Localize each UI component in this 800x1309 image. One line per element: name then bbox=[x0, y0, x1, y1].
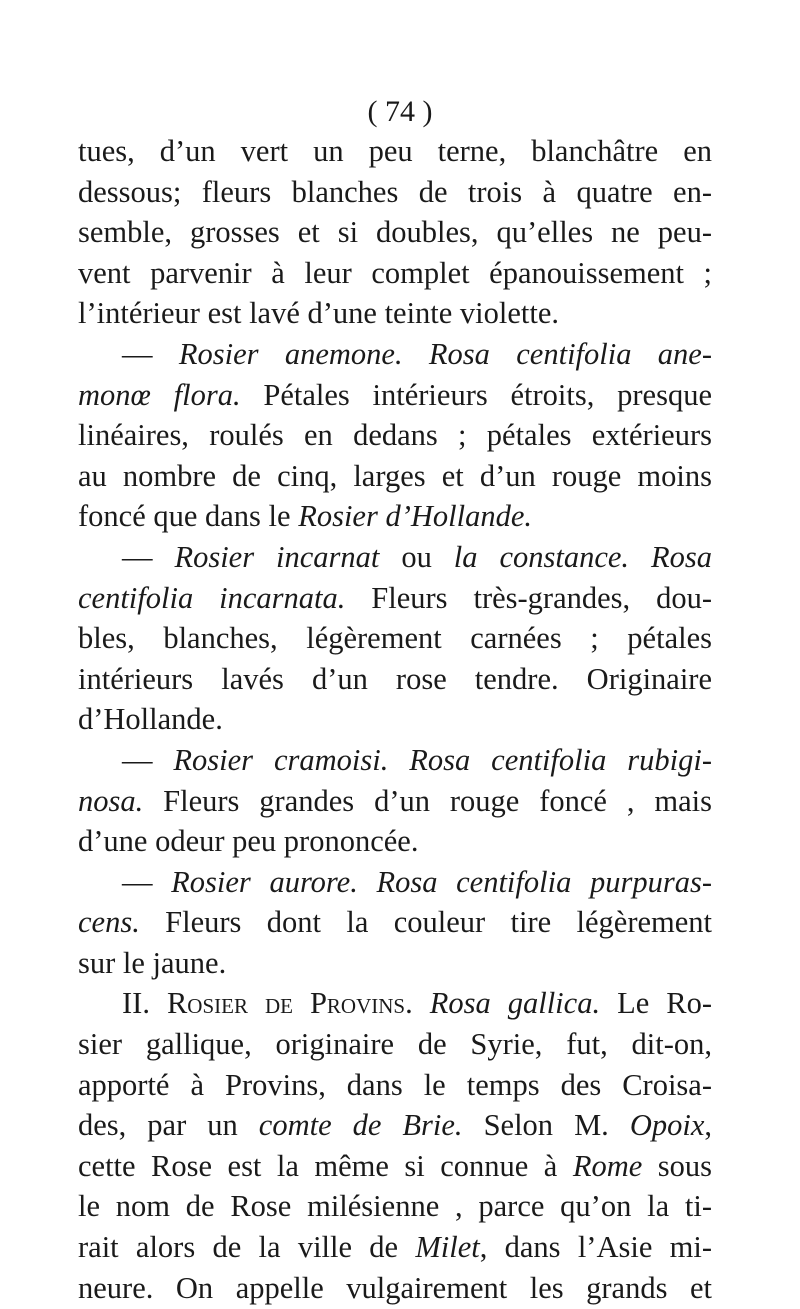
text-segment: Le Ro- bbox=[600, 986, 712, 1021]
text-segment: Rosa gallica. bbox=[429, 986, 601, 1021]
text-segment: apporté à Provins, dans le temps des Croisa- bbox=[78, 1067, 712, 1102]
text-segment: au nombre de cinq, larges et d’un rouge moins bbox=[78, 458, 712, 493]
text-line bbox=[78, 862, 712, 903]
text-segment: II. bbox=[122, 986, 167, 1021]
text-line bbox=[78, 1268, 712, 1309]
text-segment: la constance. Rosa bbox=[453, 539, 712, 574]
text-segment: , bbox=[704, 1108, 712, 1143]
text-line bbox=[78, 253, 712, 294]
text-line bbox=[78, 334, 712, 375]
text-segment: des, par un bbox=[78, 1108, 259, 1143]
body-text bbox=[78, 131, 712, 1308]
text-segment: Rome bbox=[572, 1148, 643, 1183]
text-segment: intérieurs lavés d’un rose tendre. Originaire bbox=[78, 661, 712, 696]
text-line bbox=[78, 1105, 712, 1146]
text-segment: d’Hollande. bbox=[78, 702, 223, 737]
text-segment: Rosier de Provins. bbox=[166, 986, 413, 1021]
text-line bbox=[78, 1227, 712, 1268]
text-segment: l’intérieur est lavé d’une teinte violette. bbox=[78, 296, 560, 331]
text-line bbox=[78, 578, 712, 619]
text-segment: — bbox=[122, 742, 174, 777]
text-segment: Selon M. bbox=[462, 1108, 630, 1143]
text-segment: dessous; fleurs blanches de trois à quatre en- bbox=[78, 174, 712, 209]
text-line bbox=[78, 1186, 712, 1227]
text-segment: Rosier aurore. Rosa centifolia purpuras- bbox=[171, 864, 712, 899]
text-line bbox=[78, 537, 712, 578]
text-line bbox=[78, 618, 712, 659]
text-segment: — bbox=[122, 864, 172, 899]
text-segment: vent parvenir à leur complet épanouissement ; bbox=[78, 255, 712, 290]
text-segment: semble, grosses et si doubles, qu’elles ne peu- bbox=[78, 215, 712, 250]
text-line bbox=[78, 496, 712, 537]
text-segment: cette Rose est la même si connue à bbox=[78, 1148, 573, 1183]
text-line bbox=[78, 699, 712, 740]
text-segment: Rosier cramoisi. Rosa centifolia rubigi- bbox=[173, 742, 712, 777]
text-segment: rait alors de la ville de bbox=[78, 1230, 416, 1265]
text-line bbox=[78, 902, 712, 943]
text-line bbox=[78, 659, 712, 700]
text-line bbox=[78, 1146, 712, 1187]
text-segment: sous bbox=[642, 1148, 712, 1183]
text-segment: foncé que dans le bbox=[78, 499, 299, 534]
text-segment: Pétales intérieurs étroits, presque bbox=[240, 377, 712, 412]
text-line bbox=[78, 740, 712, 781]
text-segment: nosa. bbox=[78, 783, 144, 818]
text-segment: — bbox=[122, 539, 175, 574]
page-number: ( 74 ) bbox=[367, 95, 433, 128]
text-segment: Opoix bbox=[629, 1108, 705, 1143]
text-line bbox=[78, 212, 712, 253]
text-segment: Fleurs grandes d’un rouge foncé , mais bbox=[143, 783, 712, 818]
text-line bbox=[78, 375, 712, 416]
text-segment: Rosier anemone. Rosa centifolia ane- bbox=[178, 336, 713, 371]
text-segment: centifolia incarnata. bbox=[78, 580, 346, 615]
text-segment: bles, blanches, légèrement carnées ; pétales bbox=[78, 621, 712, 656]
text-segment: — bbox=[122, 336, 179, 371]
text-segment: ou bbox=[379, 539, 454, 574]
text-segment: comte de Brie. bbox=[258, 1108, 463, 1143]
text-line bbox=[78, 172, 712, 213]
text-line bbox=[78, 983, 712, 1024]
text-line bbox=[78, 415, 712, 456]
text-line bbox=[78, 456, 712, 497]
text-segment: Rosier d’Hollande. bbox=[298, 499, 532, 534]
text-segment: tues, d’un vert un peu terne, blanchâtre en bbox=[78, 134, 712, 168]
text-line bbox=[78, 131, 712, 172]
text-line bbox=[78, 293, 712, 334]
text-line bbox=[78, 1065, 712, 1106]
text-segment: , dans l’Asie mi- bbox=[479, 1230, 712, 1265]
text-line bbox=[78, 781, 712, 822]
text-line bbox=[78, 943, 712, 984]
text-segment: le nom de Rose milésienne , parce qu’on la ti- bbox=[78, 1189, 712, 1224]
text-segment: linéaires, roulés en dedans ; pétales extérieurs bbox=[78, 418, 712, 453]
text-segment: Fleurs dont la couleur tire légèrement bbox=[139, 905, 712, 940]
text-segment: Fleurs très-grandes, dou- bbox=[345, 580, 712, 615]
text-segment: d’une odeur peu prononcée. bbox=[78, 824, 419, 859]
text-segment: sur le jaune. bbox=[78, 945, 227, 980]
text-segment: sier gallique, originaire de Syrie, fut, dit-on, bbox=[78, 1027, 712, 1062]
text-line bbox=[78, 1024, 712, 1065]
text-segment: cens. bbox=[78, 905, 140, 940]
text-segment: neure. On appelle vulgairement les grands et bbox=[78, 1270, 712, 1305]
text-segment: monœ flora. bbox=[78, 377, 241, 412]
text-segment: Milet bbox=[415, 1230, 480, 1265]
text-segment bbox=[413, 986, 430, 1020]
text-segment: Rosier incarnat bbox=[174, 539, 380, 574]
text-line bbox=[78, 821, 712, 862]
